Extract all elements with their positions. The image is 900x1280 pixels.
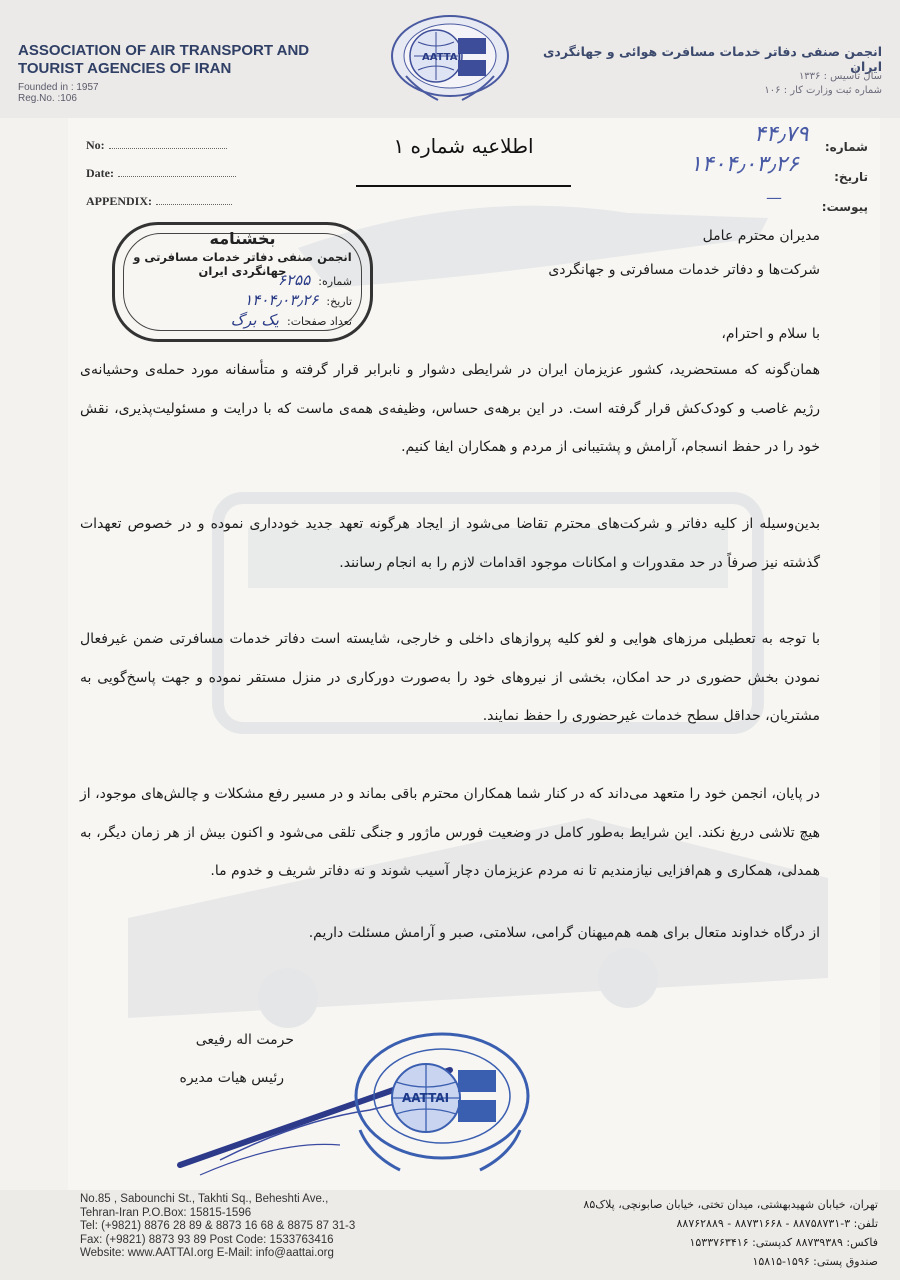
address-fa-line-1: تهران، خیابان شهیدبهشتی، میدان تختی، خیابان صابونچی، پلاک۸۵ [583, 1198, 878, 1211]
aattai-seal [330, 1020, 540, 1195]
recipient-line-2: شرکت‌ها و دفاتر خدمات مسافرتی و جهانگردی [548, 262, 820, 278]
no-label: No: [86, 138, 105, 152]
attachment-field [822, 200, 868, 214]
stamp-number-value: ۶۲۵۵ [278, 271, 311, 289]
paragraph-3: با توجه به تعطیلی مرزهای هوایی و لغو کلیه پروازهای داخلی و خارجی، شایسته است دفاتر خدمات مسافرتی ضمن غیرفعال نمودن بخش حضوری در حد امکان، بخشی از نیروهای خود را به‌صورت دورکاری در منزل مستقر نموده و جهت پاسخ‌گویی به مشتریان، حداقل سطح خدمات غیرحضوری را حفظ نمایند. [80, 631, 820, 724]
address-en-line-4: Fax: (+9821) 8873 93 89 Post Code: 1533763416 [80, 1233, 334, 1246]
address-english [80, 1193, 410, 1261]
attachment-label: پیوست: [821, 200, 868, 214]
paragraph-5: از درگاه خداوند متعال برای همه هم‌میهنان گرامی، سلامتی، صبر و آرامش مسئلت داریم. [308, 925, 820, 941]
founded-persian: سال تأسیس : ۱۳۳۶ [798, 71, 882, 82]
appendix-label: APPENDIX: [86, 194, 152, 208]
stamp-heading: بخشنامه [209, 229, 276, 248]
date-field [86, 166, 236, 181]
stamp-org: انجمن صنفی دفاتر خدمات مسافرتی و جهانگردی ایران [133, 250, 352, 278]
org-name-english: ASSOCIATION OF AIR TRANSPORT AND TOURIST AGENCIES OF IRAN [18, 42, 310, 77]
number-label: شماره: [824, 140, 868, 154]
address-en-line-3: Tel: (+9821) 8876 28 89 & 8873 16 68 & 8875 87 31-3 [80, 1220, 356, 1233]
stamp-pages-value: یک برگ [230, 311, 279, 329]
document-title: اطلاعیه شماره ۱ [393, 134, 534, 158]
appendix-field [86, 194, 232, 209]
regno-english: Reg.No. :106 [18, 93, 77, 104]
greeting: با سلام و احترام، [721, 326, 820, 342]
date-handwritten: ۱۴۰۴٫۰۳٫۲۶ [690, 152, 799, 177]
address-en-line-2: Tehran-Iran P.O.Box: 15815-1596 [80, 1206, 252, 1219]
no-field [86, 138, 227, 153]
logo-text: AATTAI [422, 52, 462, 63]
address-fa-line-4: صندوق پستی: ۱۵۹۶-۱۵۸۱۵ [752, 1255, 878, 1268]
stamp-number: شماره:۶۲۵۵ [278, 271, 352, 289]
number-handwritten: ۴۴٫۷۹ [754, 122, 809, 147]
recipient-line-1: مدیران محترم عامل [702, 228, 820, 244]
paragraph-4: در پایان، انجمن خود را متعهد می‌داند که در کنار شما همکاران محترم باقی بماند و در مسیر رفع مشکلات و چالش‌های موجود، از هیچ تلاشی دریغ نکند. این شرایط به‌طور کامل در وضعیت فورس ماژور و جنگی تلقی می‌شود و اکنون بیش از هر زمان دیگر، به همدلی، همکاری و هم‌افزایی نیازمندیم تا نه مردم عزیزمان دچار آسیب شوند و نه دفاتر شریف و خدوم ما. [80, 786, 820, 879]
stamp-date-value: ۱۴۰۴٫۰۳٫۲۶ [244, 291, 319, 309]
signer-title: رئیس هیات مدیره [179, 1070, 284, 1086]
regno-persian: شماره ثبت وزارت کار : ۱۰۶ [764, 85, 882, 96]
number-field [825, 140, 868, 154]
address-en-line-5: Website: www.AATTAI.org E-Mail: info@aattai.org [80, 1247, 334, 1260]
attachment-handwritten: — [766, 188, 783, 207]
paragraph-1: همان‌گونه که مستحضرید، کشور عزیزمان ایران در شرایطی دشوار و نابرابر قرار گرفته و متأسفانه مورد حمله‌ی وحشیانه‌ی رژیم غاصب و کودک‌کش قرار گرفته است. در این برهه‌ی حساس، وظیفه‌ی همه‌ی ماست که با درایت و مسئولیت‌پذیری، نقش خود را در حفظ انسجام، آرامش و پشتیبانی از مردم و همکاران ایفا کنیم. [80, 362, 820, 455]
org-meta-persian [764, 70, 882, 98]
org-name-persian: انجمن صنفی دفاتر خدمات مسافرت هوائی و جهانگردی ایران [542, 44, 882, 74]
paragraph-2: بدین‌وسیله از کلیه دفاتر و شرکت‌های محترم تقاضا می‌شود از ایجاد هرگونه تعهد جدید خودداری نموده و در خصوص تعهدات گذشته نیز صرفاً در حد مقدورات و امکانات موجود اقدامات لازم را به انجام رسانند. [80, 516, 820, 571]
address-fa-line-2: تلفن: ۳-۸۸۷۵۸۷۳۱ - ۸۸۷۳۱۶۶۸ - ۸۸۷۶۲۸۸۹ [676, 1217, 878, 1230]
signer-name: حرمت اله رفیعی [195, 1032, 294, 1048]
address-en-line-1: No.85 , Sabounchi St., Takhti Sq., Beheshti Ave., [80, 1193, 329, 1205]
seal-logo-text: AATTAI [402, 1091, 450, 1105]
date-fa-field [834, 170, 868, 184]
date-fa-label: تاریخ: [834, 170, 868, 184]
address-persian [538, 1195, 878, 1271]
address-fa-line-3: فاکس: ۸۸۷۳۹۳۸۹ کدپستی: ۱۵۳۳۷۶۳۴۱۶ [689, 1236, 878, 1249]
stamp-date: تاریخ:۱۴۰۴٫۰۳٫۲۶ [244, 291, 352, 309]
org-meta-english [18, 82, 99, 104]
date-label: Date: [86, 166, 114, 180]
title-underline [356, 185, 571, 187]
aattai-logo [378, 10, 523, 108]
founded-english: Founded in : 1957 [18, 82, 99, 93]
stamp-pages: تعداد صفحات:یک برگ [230, 311, 352, 329]
